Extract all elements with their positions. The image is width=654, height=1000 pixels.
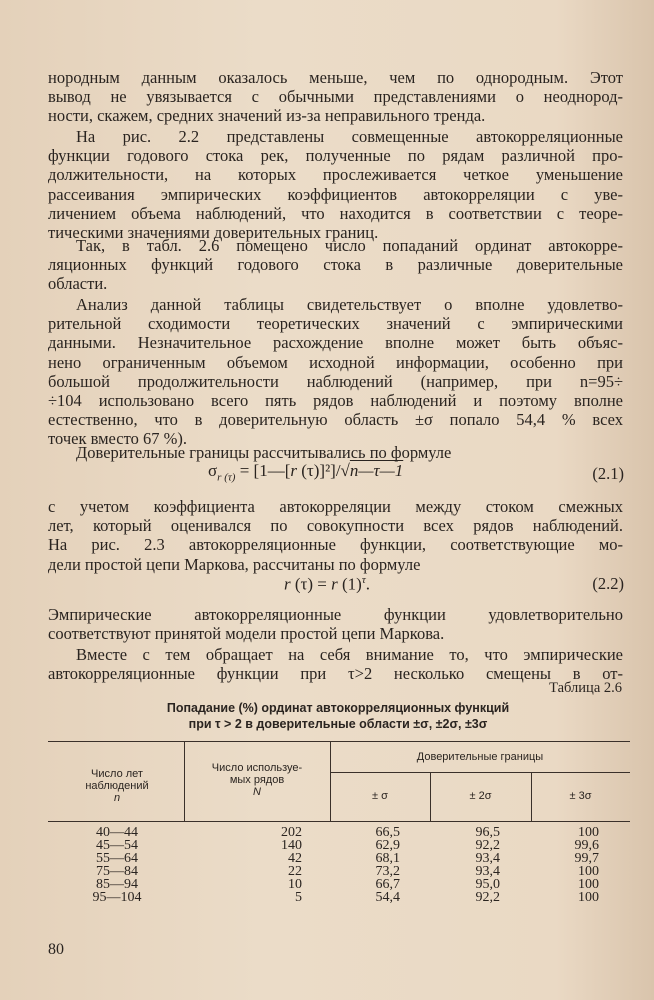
table-cell: 96,5 [475,825,500,840]
paragraph [48,605,623,643]
table-title-line2: при τ > 2 в доверительные области ±σ, ±2σ, ±3σ [188,717,488,731]
formula-2-2: r (τ) = r $(1)^\tau$. [284,574,371,594]
table-header-rule [48,821,630,822]
table-cell: 5 [295,890,302,905]
text-line: функции годового стока рек, полученные по рядам различной про- [48,146,623,166]
text-line: Так, в табл. 2.6 помещено число попаданий ординат автокорре- [76,236,623,255]
paragraph [48,68,623,126]
page-number: 80 [48,941,64,958]
text-line: нено ограниченным объемом исходной информации, особенно при [48,352,623,372]
text-line: области. [48,274,108,294]
subheader-2sigma: ± 2σ [469,790,492,802]
equation-number-2-2: (2.2) [592,574,624,593]
paragraph [48,443,623,462]
table-cell: 55—64 [96,851,138,866]
table-cell: 92,2 [475,838,500,853]
paragraph [48,645,623,683]
text-line: Анализ данной таблицы свидетельствует о вполне удовлетво- [76,295,623,314]
table-top-rule [48,741,630,742]
text-line: Доверительные границы рассчитывались по формуле [76,443,452,462]
formula-2-1: $\sigma_{r (\tau)}$ = [1—[r (τ)]²]/√n—τ—1 [208,461,404,484]
table-cell: 100 [578,864,599,879]
col2-header: Число используе- мых рядов N [211,762,303,798]
text-line: ности, скажем, средних значений из-за неправильного тренда. [48,106,486,126]
text-line: Вместе с тем обращает на себя внимание то, что эмпирические [76,645,623,664]
table-cell: 68,1 [375,851,400,866]
text-line: точек вместо 67 %). [48,429,187,449]
table-cell: 40—44 [96,825,138,840]
text-line: вывод не увязывается с обычными представлениями о неоднород- [48,87,623,107]
table-cell: 93,4 [475,864,500,879]
table-cell: 66,7 [375,877,400,892]
table-cell: 22 [288,864,302,879]
group-header: Доверительные границы [416,751,544,763]
table-cell: 202 [281,825,302,840]
table-cell: 92,2 [475,890,500,905]
subheader-rule [330,772,630,773]
text-line: дели простой цепи Маркова, рассчитаны по формуле [48,554,421,574]
text-line: с учетом коэффициента автокорреляции между стоком смежных [48,497,623,516]
text-line: ÷104 использовано всего пять рядов наблюдений и поэтому вполне [48,391,623,411]
col1-header: Число лет наблюдений n [85,768,149,804]
text-line: На рис. 2.2 представлены совмещенные автокорреляционные [76,127,623,146]
text-line: нородным данным оказалось меньше, чем по однородным. Этот [48,68,623,87]
text-line: рительной сходимости теоретических значений с эмпирическими [48,314,623,334]
table-cell: 73,2 [375,864,400,879]
paragraph [48,295,623,449]
text-line: Эмпирические автокорреляционные функции удовлетворительно [48,605,623,624]
table-cell: 140 [281,838,302,853]
text-line: лет, который оценивался по совокупности всех рядов наблюдений. [48,516,623,536]
table-cell: 99,6 [574,838,599,853]
text-line: данными. Незначительное расхождение вполне может быть объяс- [48,333,623,353]
text-line: автокорреляционные функции при τ>2 несколько смещены в от- [48,664,623,684]
table-cell: 95—104 [92,890,142,905]
col-divider-1 [184,741,185,821]
text-line: рассеивания эмпирических коэффициентов автокорреляции с уве- [48,184,623,204]
subheader-sigma: ± σ [372,790,388,802]
table-cell: 95,0 [475,877,500,892]
text-line: должительности, на которых прослеживается четкое уменьшение [48,165,623,185]
table-cell: 10 [288,877,302,892]
table-cell: 75—84 [96,864,138,879]
table-cell: 66,5 [375,825,400,840]
text-line: личением объема наблюдений, что находится в соответствии с теоре- [48,203,623,223]
table-caption: Таблица 2.6 [549,680,622,696]
table-cell: 42 [288,851,302,866]
table-cell: 85—94 [96,877,138,892]
paragraph [48,127,623,242]
table-cell: 99,7 [574,851,599,866]
equation-number-2-1: (2.1) [592,464,624,483]
text-line: тическими значениями доверительных границ. [48,223,379,243]
table-cell: 93,4 [475,851,500,866]
text-line: большой продолжительности наблюдений (например, при n=95÷ [48,371,623,391]
table-cell: 54,4 [375,890,400,905]
paragraph [48,497,623,574]
table-cell: 45—54 [96,838,138,853]
paragraph [48,236,623,294]
table-cell: 62,9 [375,838,400,853]
table-cell: 100 [578,877,599,892]
text-line: естественно, что в доверительную область ±σ попало 54,4 % всех [48,410,623,430]
table-title-line1: Попадание (%) ординат автокорреляционных функций [166,701,510,715]
text-line: ляционных функций годового стока в различные доверительные [48,255,623,275]
table-title [48,700,628,732]
subheader-3sigma: ± 3σ [569,790,592,802]
table-cell: 100 [578,890,599,905]
text-line: На рис. 2.3 автокорреляционные функции, соответствующие мо- [48,535,623,555]
table-cell: 100 [578,825,599,840]
text-line: соответствуют принятой модели простой цепи Маркова. [48,624,445,644]
